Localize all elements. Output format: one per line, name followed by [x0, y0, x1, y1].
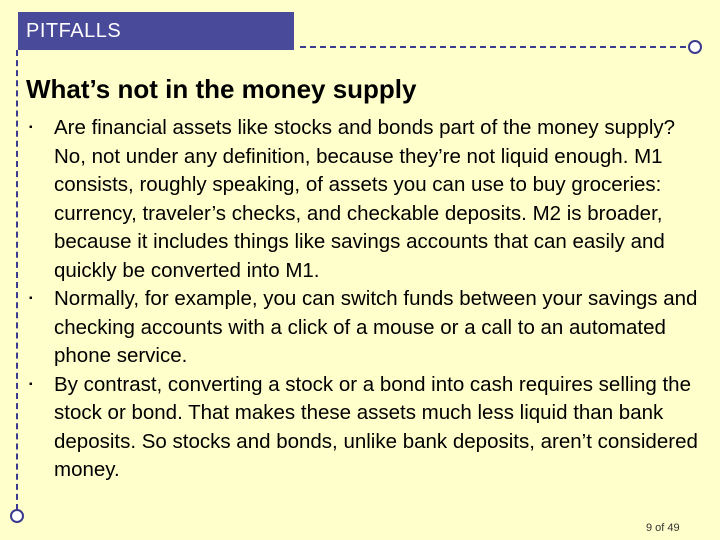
bullet-text: By contrast, converting a stock or a bond into cash requires selling the stock or bond. That makes these assets much less liquid than bank deposits. So stocks and bonds, unlike bank deposits, aren’t considered money. — [54, 372, 698, 481]
slide-title: What’s not in the money supply — [26, 74, 417, 104]
square-bullet-icon: ▪ — [29, 293, 33, 304]
section-header-bar — [18, 12, 294, 50]
bullet-text: Are financial assets like stocks and bonds part of the money supply? No, not under any definition, because they’re not liquid enough. M1 consists, roughly speaking, of assets you can use to buy groceries: currency, traveler’s checks, and checkable deposits. M2 is broader, because it includes things like savings accounts that can easily and quickly be converted into M1. — [54, 116, 676, 282]
bullet-item — [28, 114, 700, 285]
square-bullet-icon: ▪ — [29, 122, 33, 133]
bullet-item — [28, 371, 700, 485]
bullet-list — [28, 114, 700, 485]
circle-node-icon — [688, 40, 702, 54]
bullet-item — [28, 285, 700, 371]
section-label: PITFALLS — [26, 20, 122, 42]
dashed-rule-vertical — [16, 50, 18, 510]
circle-node-icon — [10, 509, 24, 523]
page-indicator: 9 of 49 — [646, 522, 680, 534]
square-bullet-icon: ▪ — [29, 378, 33, 390]
bullet-text: Normally, for example, you can switch funds between your savings and checking accounts with a click of a mouse or a call to an automated phone service. — [54, 287, 698, 367]
dashed-rule-horizontal — [300, 46, 686, 48]
